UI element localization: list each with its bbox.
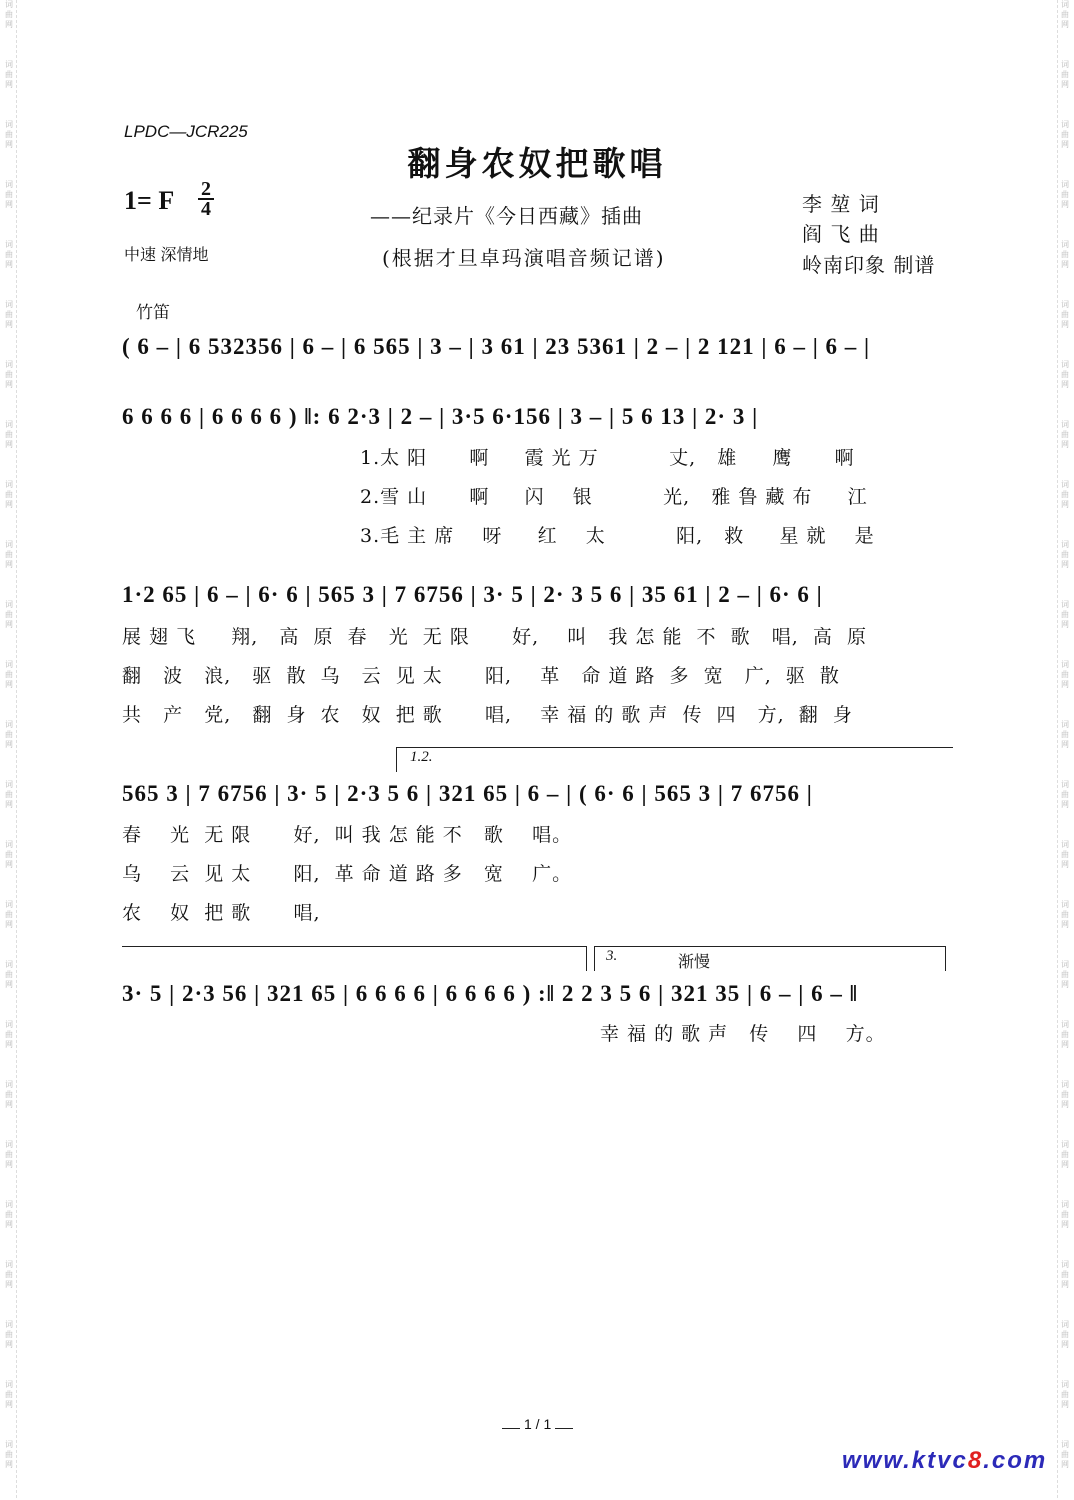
watermark-glyphs: 词 曲 网: [1061, 780, 1069, 809]
watermark-glyphs: 词 曲 网: [1061, 180, 1069, 209]
watermark-glyphs: 词 曲 网: [1061, 540, 1069, 569]
watermark-glyphs: 词 曲 网: [5, 600, 13, 629]
watermark-glyphs: 词 曲 网: [1061, 420, 1069, 449]
watermark-glyphs: 词 曲 网: [1061, 600, 1069, 629]
watermark-glyphs: 词 曲 网: [5, 1440, 13, 1469]
watermark-glyphs: 词 曲 网: [1061, 300, 1069, 329]
ritardando-marking: 渐慢: [678, 954, 711, 971]
watermark-glyphs: 词 曲 网: [5, 480, 13, 509]
lyric-verse3-line1: 3.毛 主 席 呀 红 太 阳, 救 星 就 是: [360, 525, 875, 547]
watermark-glyphs: 词 曲 网: [5, 1320, 13, 1349]
watermark-glyphs: 词 曲 网: [5, 720, 13, 749]
staff-2: 6 6 6 6 | 6 6 6 6 ) ‖: 6 2·3 | 2 – | 3·5 6·156 | 3 – | 5 6 13 | 2· 3 |: [122, 404, 759, 429]
staff-4: 565 3 | 7 6756 | 3· 5 | 2·3 5 6 | 321 65 | 6 – | ( 6· 6 | 565 3 | 7 6756 |: [122, 781, 813, 806]
watermark-glyphs: 词 曲 网: [1061, 1080, 1069, 1109]
watermark-glyphs: 词 曲 网: [1061, 0, 1069, 29]
lyric-verse1-line2: 展 翅 飞 翔, 高 原 春 光 无 限 好, 叫 我 怎 能 不 歌 唱, 高 原: [122, 626, 867, 648]
watermark-glyphs: 词 曲 网: [1061, 1140, 1069, 1169]
page-number: 1 / 1: [498, 1416, 577, 1432]
watermark-glyphs: 词 曲 网: [1061, 240, 1069, 269]
watermark-glyphs: 词 曲 网: [1061, 360, 1069, 389]
engraver-credit: 岭南印象 制谱: [802, 253, 936, 277]
volta-bracket-1-2: [396, 747, 953, 772]
lyric-ending: 幸 福 的 歌 声 传 四 方。: [600, 1023, 886, 1045]
site-logo: www.ktvc8.com: [842, 1447, 1048, 1474]
watermark-glyphs: 词 曲 网: [5, 180, 13, 209]
watermark-glyphs: 词 曲 网: [5, 420, 13, 449]
watermark-glyphs: 词 曲 网: [5, 360, 13, 389]
watermark-glyphs: 词 曲 网: [5, 1200, 13, 1229]
watermark-glyphs: 词 曲 网: [5, 300, 13, 329]
volta-bracket-repeat: [122, 946, 586, 947]
key-signature: 1= F: [124, 186, 175, 215]
volta-bracket-repeat-end: [586, 946, 587, 971]
lyricist-credit: 李 堃 词: [802, 192, 880, 216]
watermark-glyphs: 词 曲 网: [5, 60, 13, 89]
watermark-glyphs: 词 曲 网: [1061, 120, 1069, 149]
watermark-glyphs: 词 曲 网: [5, 1140, 13, 1169]
watermark-glyphs: 词 曲 网: [1061, 60, 1069, 89]
watermark-glyphs: 词 曲 网: [1061, 1020, 1069, 1049]
watermark-glyphs: 词 曲 网: [5, 540, 13, 569]
lyric-verse1-line3: 春 光 无 限 好, 叫 我 怎 能 不 歌 唱。: [122, 824, 573, 846]
watermark-glyphs: 词 曲 网: [5, 0, 13, 29]
time-signature: [198, 180, 214, 218]
watermark-glyphs: 词 曲 网: [5, 900, 13, 929]
transcription-note: (根据才旦卓玛演唱音频记谱): [382, 246, 666, 270]
subtitle: ——纪录片《今日西藏》插曲: [370, 204, 643, 228]
composer-credit: 阎 飞 曲: [802, 222, 880, 246]
watermark-glyphs: 词 曲 网: [5, 840, 13, 869]
tempo-marking: 中速 深情地: [124, 247, 209, 264]
watermark-glyphs: 词 曲 网: [5, 120, 13, 149]
lyric-verse2-line1: 2.雪 山 啊 闪 银 光, 雅 鲁 藏 布 江: [360, 486, 868, 508]
staff-3: 1·2 65 | 6 – | 6· 6 | 565 3 | 7 6756 | 3· 5 | 2· 3 5 6 | 35 61 | 2 – | 6· 6 |: [122, 582, 823, 607]
watermark-glyphs: 词 曲 网: [5, 1380, 13, 1409]
lyric-verse1-line1: 1.太 阳 啊 霞 光 万 丈, 雄 鹰 啊: [360, 447, 855, 469]
watermark-left: [2, 0, 17, 1498]
watermark-right: [1057, 0, 1072, 1498]
watermark-glyphs: 词 曲 网: [1061, 900, 1069, 929]
instrument-label: 竹笛: [136, 303, 170, 322]
watermark-glyphs: 词 曲 网: [5, 780, 13, 809]
watermark-glyphs: 词 曲 网: [1061, 1380, 1069, 1409]
watermark-glyphs: 词 曲 网: [1061, 660, 1069, 689]
lyric-verse3-line2: 共 产 党, 翻 身 农 奴 把 歌 唱, 幸 福 的 歌 声 传 四 方, 翻 身: [122, 704, 853, 726]
lyric-verse2-line3: 乌 云 见 太 阳, 革 命 道 路 多 宽 广。: [122, 863, 573, 885]
volta-label-3: 3.: [606, 948, 618, 964]
watermark-glyphs: 词 曲 网: [1061, 1260, 1069, 1289]
watermark-glyphs: 词 曲 网: [5, 660, 13, 689]
watermark-glyphs: 词 曲 网: [1061, 960, 1069, 989]
watermark-glyphs: 词 曲 网: [5, 1080, 13, 1109]
volta-bracket-3: [594, 946, 946, 971]
watermark-glyphs: 词 曲 网: [1061, 1200, 1069, 1229]
watermark-glyphs: 词 曲 网: [5, 960, 13, 989]
time-top: 2: [201, 178, 211, 200]
lyric-verse3-line3: 农 奴 把 歌 唱,: [122, 902, 321, 924]
watermark-glyphs: 词 曲 网: [5, 1020, 13, 1049]
watermark-glyphs: 词 曲 网: [5, 240, 13, 269]
time-bottom: 4: [201, 198, 211, 220]
staff-1: ( 6 – | 6 532356 | 6 – | 6 565 | 3 – | 3 61 | 23 5361 | 2 – | 2 121 | 6 – | 6 – |: [122, 334, 871, 359]
page-title: 翻身农奴把歌唱: [407, 144, 667, 183]
watermark-glyphs: 词 曲 网: [1061, 720, 1069, 749]
lyric-verse2-line2: 翻 波 浪, 驱 散 乌 云 见 太 阳, 革 命 道 路 多 宽 广, 驱 散: [122, 665, 840, 687]
volta-label-1-2: 1.2.: [410, 749, 433, 765]
watermark-glyphs: 词 曲 网: [1061, 1440, 1069, 1469]
watermark-glyphs: 词 曲 网: [1061, 480, 1069, 509]
score-code: LPDC—JCR225: [124, 122, 248, 141]
staff-5: 3· 5 | 2·3 56 | 321 65 | 6 6 6 6 | 6 6 6 6 ) :‖ 2 2 3 5 6 | 321 35 | 6 – | 6 – ‖: [122, 981, 859, 1006]
watermark-glyphs: 词 曲 网: [1061, 840, 1069, 869]
watermark-glyphs: 词 曲 网: [5, 1260, 13, 1289]
watermark-glyphs: 词 曲 网: [1061, 1320, 1069, 1349]
